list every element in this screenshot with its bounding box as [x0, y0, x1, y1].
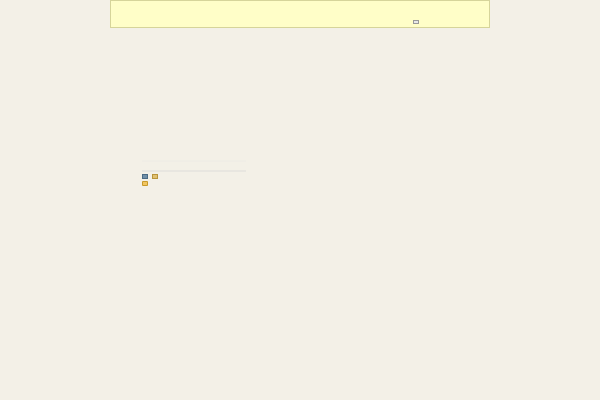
comment-icon [142, 181, 148, 186]
traffic-chart [142, 149, 246, 173]
sidebar-archives [366, 262, 466, 264]
cookie-banner [110, 0, 490, 28]
post-comments-row [142, 181, 149, 188]
sidebar-pages [366, 91, 466, 93]
sidebar-categories [366, 187, 466, 189]
cookie-accept-button[interactable] [413, 20, 419, 24]
post-meta-resaca [142, 174, 159, 181]
folder-icon [152, 174, 158, 179]
calendar-icon [142, 174, 148, 179]
